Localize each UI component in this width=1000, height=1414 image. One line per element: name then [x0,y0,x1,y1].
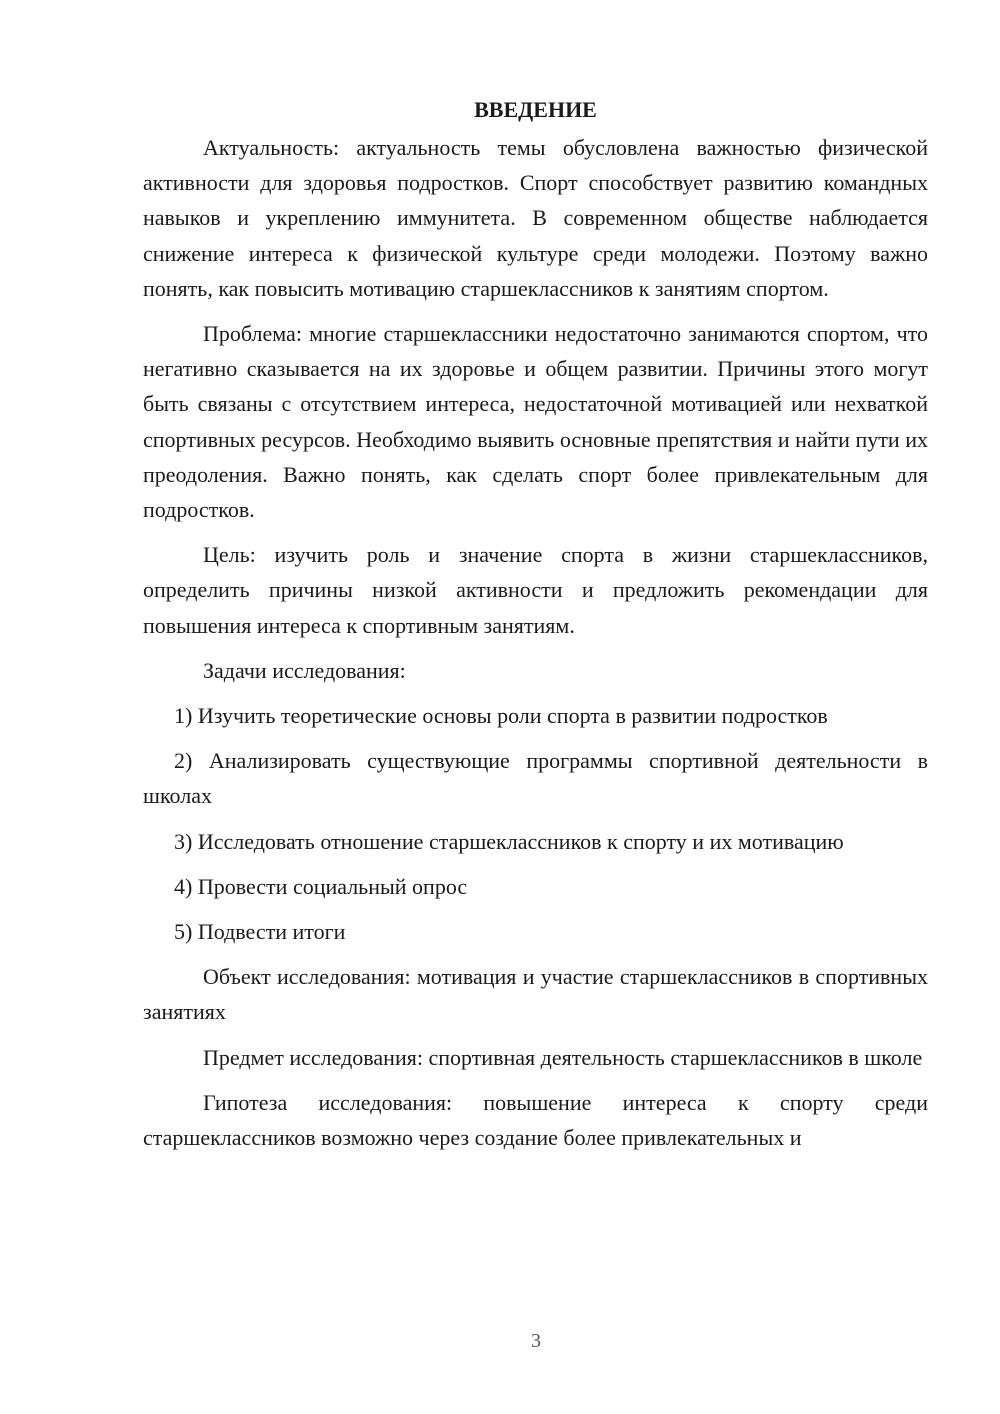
task-item-3: 3) Исследовать отношение старшеклассников к спорту и их мотивацию [174,828,844,854]
paragraph-problem: Проблема: многие старшеклассники недостаточно занимаются спортом, что негативно сказывается на их здоровье и общем развитии. Причины этого могут быть связаны с отсутствием интереса, недостаточной мотивацией или нехваткой спортивных ресурсов. Необходимо выявить основные препятствия и найти пути их преодоления. Важно понять, как сделать спорт более привлекательным для подростков. [143,321,928,523]
document-page [143,92,928,1165]
task-item-5: 5) Подвести итоги [174,919,346,945]
paragraph-hypothesis: Гипотеза исследования: повышение интереса к спорту среди старшеклассников возможно через создание более привлекательных и [143,1089,928,1151]
section-title: ВВЕДЕНИЕ [474,97,597,122]
paragraph-tasks-heading: Задачи исследования: [203,657,406,683]
paragraph-goal: Цель: изучить роль и значение спорта в жизни старшеклассников, определить причины низкой активности и предложить рекомендации для повышения интереса к спортивным занятиям. [143,542,928,638]
task-item-1: 1) Изучить теоретические основы роли спорта в развитии подростков [174,703,828,729]
task-item-2: 2) Анализировать существующие программы спортивной деятельности в школах [143,748,928,809]
task-item-4: 4) Провести социальный опрос [174,873,468,899]
page-number: 3 [531,1330,541,1352]
paragraph-relevance: Актуальность: актуальность темы обусловлена важностью физической активности для здоровья подростков. Спорт способствует развитию командных навыков и укреплению иммунитета. В современном обществе наблюдается снижение интереса к физической культуре среди молодежи. Поэтому важно понять, как повысить мотивацию старшеклассников к занятиям спортом. [143,135,928,301]
paragraph-subject: Предмет исследования: спортивная деятельность старшеклассников в школе [203,1044,923,1070]
paragraph-object: Объект исследования: мотивация и участие старшеклассников в спортивных занятиях [143,964,928,1025]
